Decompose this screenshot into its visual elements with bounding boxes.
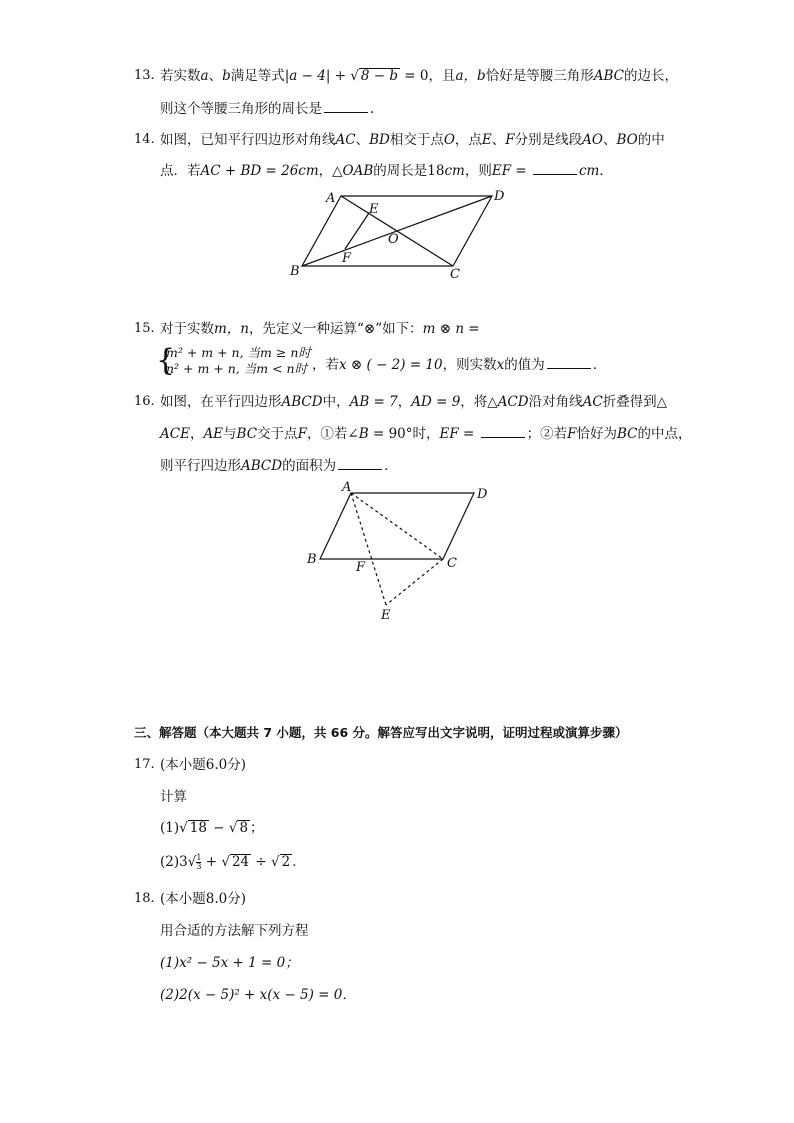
q16-number: 16. — [134, 394, 155, 409]
q17-score: (本小题6.0分) — [160, 757, 247, 773]
fig14-label-o: O — [388, 232, 399, 247]
fig14-label-e: E — [369, 202, 379, 217]
sqrt-8-minus-b: 8 − b — [360, 68, 399, 84]
fig16-label-e: E — [381, 608, 391, 623]
fraction-one-third: $\frac{1}{3}$ — [196, 853, 202, 871]
q14-line2: 点．若AC + BD = 26cm，△OAB的周长是18cm，则EF = cm． — [160, 163, 613, 179]
answer-blank — [481, 425, 525, 438]
fig14-label-f: F — [342, 251, 352, 266]
q15-line1: 对于实数m，n，先定义一种运算“⊗”如下：m ⊗ n = — [160, 321, 480, 337]
q16-line3: 则平行四边形ABCD的面积为 ． — [160, 458, 398, 474]
answer-blank — [338, 457, 382, 470]
q15-case2: n² + m + n, 当m < n时 — [166, 361, 308, 376]
fig16-label-d: D — [477, 487, 488, 502]
q15-brace: { — [156, 343, 176, 378]
q15-number: 15. — [134, 321, 155, 336]
answer-blank — [324, 100, 368, 113]
q18-part2: (2)2(x − 5)² + x(x − 5) = 0． — [160, 987, 356, 1003]
fig14-label-d: D — [494, 189, 505, 204]
q16-line2: ACE，AE与BC交于点F，①若∠B = 90°时，EF = ；②若F恰好为BC的中点， — [160, 426, 692, 442]
fig16-label-a: A — [342, 480, 352, 495]
q18-part1: (1)x² − 5x + 1 = 0； — [160, 955, 299, 971]
fig16-label-c: C — [447, 556, 457, 571]
q13-number: 13. — [134, 68, 155, 83]
q17-number: 17. — [134, 757, 155, 772]
q15-case1: m² + m + n, 当m ≥ n时 — [166, 345, 311, 360]
q14-number: 14. — [134, 132, 155, 147]
q18-number: 18. — [134, 891, 155, 906]
q13-line2: 则这个等腰三角形的周长是 . — [160, 101, 375, 117]
q17-part2: (2)3√ $\frac{1}{3}$ + √ 24 ÷ √ 2 ． — [160, 853, 306, 871]
q17-instruction: 计算 — [160, 789, 187, 805]
fig14-label-b: B — [290, 264, 300, 279]
q14-line1: 如图，已知平行四边形对角线AC、BD相交于点O，点E、F分别是线段AO、BO的中 — [160, 132, 665, 148]
q18-instruction: 用合适的方法解下列方程 — [160, 923, 309, 939]
answer-blank — [547, 356, 591, 369]
fig16-label-b: B — [307, 552, 317, 567]
answer-blank — [533, 162, 577, 175]
fig14-label-a: A — [326, 191, 336, 206]
q15-line2: ，若x ⊗ ( − 2) = 10，则实数x的值为 ． — [312, 357, 607, 373]
q18-score: (本小题8.0分) — [160, 891, 247, 907]
q13-line1: 若实数a、b满足等式|a − 4| + √ 8 − b = 0，且a，b恰好是等腰三角形ABC的边长， — [160, 68, 678, 84]
section3-heading: 三、解答题（本大题共 7 小题，共 66 分。解答应写出文字说明，证明过程或演算步骤） — [134, 725, 628, 740]
fig14-label-c: C — [450, 267, 460, 282]
q16-line1: 如图，在平行四边形ABCD中，AB = 7，AD = 9，将△ACD沿对角线AC折叠得到△ — [160, 394, 668, 410]
fig16-label-f: F — [356, 560, 366, 575]
q17-part1: (1)√ 18 − √ 8 ； — [160, 820, 264, 836]
